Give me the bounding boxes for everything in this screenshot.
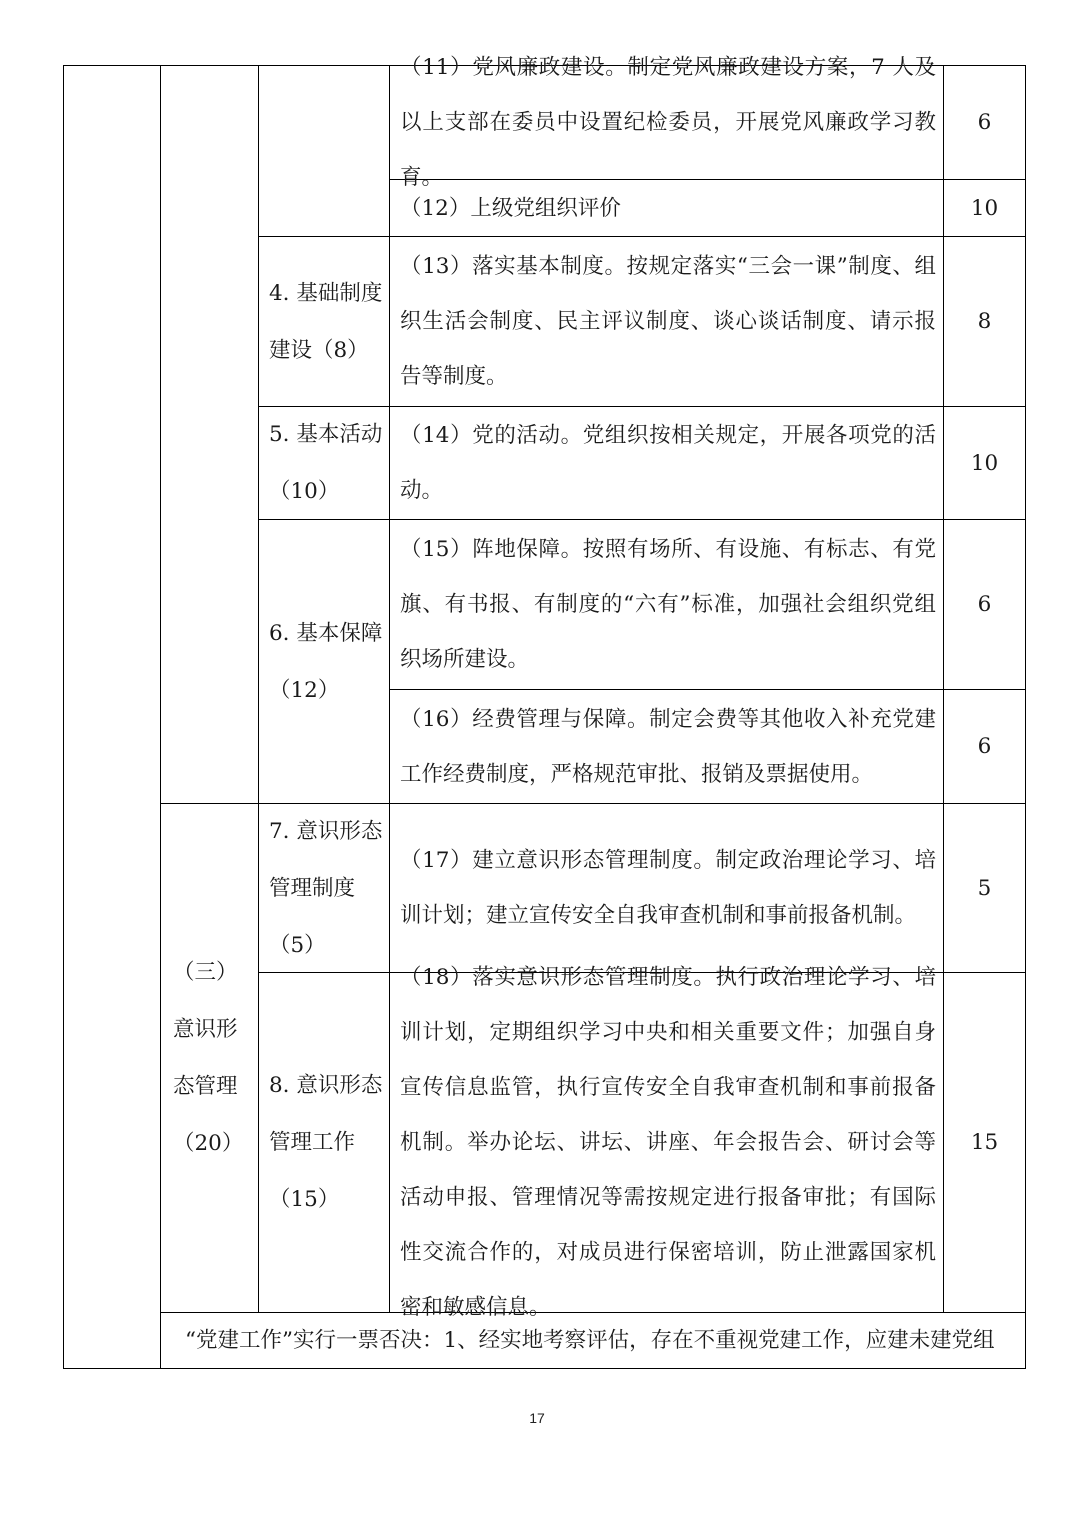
row-score-value: 10 [970,450,999,476]
item-basic-guarantee [259,520,389,803]
item-basic-activity [259,407,389,519]
row-score-value: 6 [977,110,992,135]
item-basic-system-label: 4. 基础制度建设（8） [269,280,383,363]
category-ideology [161,804,258,1312]
page-number: 17 [529,1410,545,1426]
row-content-18 [390,965,943,1320]
item-basic-system [259,237,389,406]
item-ideology-work [259,973,389,1312]
row-content-text: （14）党的活动。党组织按相关规定，开展各项党的活动。 [400,423,936,503]
item-basic-activity-label: 5. 基本活动（10） [269,422,383,504]
row-content-text: （16）经费管理与保障。制定会费等其他收入补充党建工作经费制度，严格规范审批、报销及票据使用。 [400,706,936,787]
row-content-16 [390,690,943,803]
row-content-17 [390,804,943,972]
row-content-15 [390,520,943,689]
row-score-value: 5 [977,875,992,901]
row-score-15 [944,520,1025,689]
veto-note [161,1313,1025,1368]
row-score-16 [944,690,1025,803]
row-content-12 [390,180,943,236]
row-score-value: 6 [977,592,992,617]
row-score-13 [944,237,1025,406]
item-basic-guarantee-label: 6. 基本保障（12） [269,620,383,703]
row-score-value: 10 [970,195,999,221]
row-content-text: （13）落实基本制度。按规定落实“三会一课”制度、组织生活会制度、民主评议制度、谈心谈话制度、请示报告等制度。 [400,254,936,389]
row-content-text: （15）阵地保障。按照有场所、有设施、有标志、有党旗、有书报、有制度的“六有”标准，加强社会组织党组织场所建设。 [400,537,936,672]
row-score-17 [944,804,1025,972]
row-content-11 [390,55,943,190]
item-ideology-system [259,804,389,972]
row-score-14 [944,407,1025,519]
row-score-value: 8 [977,309,992,334]
row-content-text: （12）上级党组织评价 [400,195,621,221]
category-ideology-label: （三）意识形态管理（20） [173,960,244,1156]
table-border-bottom [63,1368,1026,1369]
row-score-18 [944,973,1025,1312]
item-ideology-system-label: 7. 意识形态管理制度（5） [269,818,383,958]
table-border-left [63,65,64,1369]
row-score-11 [944,66,1025,179]
row-content-14 [390,407,943,519]
item-ideology-work-label: 8. 意识形态管理工作（15） [269,1073,383,1212]
table-border-right [1025,65,1026,1369]
row-score-value: 6 [977,734,992,759]
row-score-value: 15 [970,1130,999,1155]
row-content-text: （18）落实意识形态管理制度。执行政治理论学习、培训计划，定期组织学习中央和相关重要文件；加强自身宣传信息监管，执行宣传安全自我审查机制和事前报备机制。举办论坛、讲坛、讲座、年会报告会、研讨会等活动申报、管理情况等需按规定进行报备审批；有国际性交流合作的，对成员进行保密培训，防止泄露国家机密和敏感信息。 [400,965,936,1320]
veto-note-text: “党建工作”实行一票否决：1、经实地考察评估，存在不重视党建工作，应建未建党组 [185,1328,995,1353]
row-content-text: （11）党风廉政建设。制定党风廉政建设方案，7 人及以上支部在委员中设置纪检委员，开展党风廉政学习教育。 [400,55,936,190]
row-content-13 [390,237,943,406]
row-score-12 [944,180,1025,236]
row-content-text: （17）建立意识形态管理制度。制定政治理论学习、培训计划；建立宣传安全自我审查机制和事前报备机制。 [400,848,936,928]
